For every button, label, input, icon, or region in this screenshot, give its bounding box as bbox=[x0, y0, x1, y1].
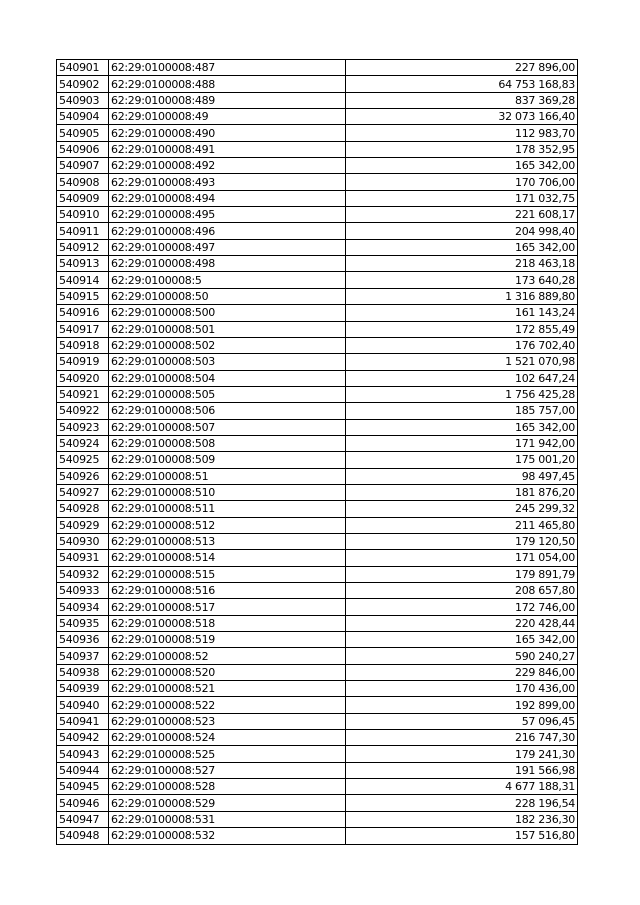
table-row bbox=[57, 746, 578, 762]
cadastral-number-cell: 62:29:0100008:491 bbox=[109, 141, 346, 157]
table-row bbox=[57, 795, 578, 811]
cadastral-value-cell: 165 342,00 bbox=[346, 158, 578, 174]
cadastral-value-cell: 171 032,75 bbox=[346, 190, 578, 206]
row-id-cell: 540913 bbox=[57, 256, 109, 272]
cadastral-number-cell: 62:29:0100008:521 bbox=[109, 681, 346, 697]
cadastral-value-cell: 229 846,00 bbox=[346, 664, 578, 680]
cadastral-number-cell: 62:29:0100008:500 bbox=[109, 305, 346, 321]
row-id-cell: 540908 bbox=[57, 174, 109, 190]
table-body bbox=[57, 60, 578, 845]
table-row bbox=[57, 632, 578, 648]
row-id-cell: 540904 bbox=[57, 109, 109, 125]
row-id-cell: 540927 bbox=[57, 484, 109, 500]
row-id-cell: 540929 bbox=[57, 517, 109, 533]
table-row bbox=[57, 190, 578, 206]
cadastral-number-cell: 62:29:0100008:523 bbox=[109, 713, 346, 729]
cadastral-value-cell: 178 352,95 bbox=[346, 141, 578, 157]
row-id-cell: 540910 bbox=[57, 207, 109, 223]
row-id-cell: 540928 bbox=[57, 501, 109, 517]
table-row bbox=[57, 109, 578, 125]
cadastral-number-cell: 62:29:0100008:525 bbox=[109, 746, 346, 762]
cadastral-value-cell: 220 428,44 bbox=[346, 615, 578, 631]
table-row bbox=[57, 158, 578, 174]
table-row bbox=[57, 288, 578, 304]
cadastral-number-cell: 62:29:0100008:506 bbox=[109, 403, 346, 419]
table-row bbox=[57, 256, 578, 272]
cadastral-number-cell: 62:29:0100008:497 bbox=[109, 239, 346, 255]
table-row bbox=[57, 517, 578, 533]
row-id-cell: 540945 bbox=[57, 779, 109, 795]
cadastral-value-cell: 112 983,70 bbox=[346, 125, 578, 141]
table-row bbox=[57, 207, 578, 223]
table-row bbox=[57, 76, 578, 92]
cadastral-number-cell: 62:29:0100008:513 bbox=[109, 533, 346, 549]
table-row bbox=[57, 615, 578, 631]
row-id-cell: 540923 bbox=[57, 419, 109, 435]
cadastral-value-cell: 175 001,20 bbox=[346, 452, 578, 468]
row-id-cell: 540914 bbox=[57, 272, 109, 288]
cadastral-value-cell: 181 876,20 bbox=[346, 484, 578, 500]
table-row bbox=[57, 403, 578, 419]
row-id-cell: 540938 bbox=[57, 664, 109, 680]
cadastral-value-cell: 191 566,98 bbox=[346, 762, 578, 778]
cadastral-value-cell: 171 942,00 bbox=[346, 435, 578, 451]
cadastral-value-cell: 4 677 188,31 bbox=[346, 779, 578, 795]
cadastral-number-cell: 62:29:0100008:492 bbox=[109, 158, 346, 174]
cadastral-value-cell: 98 497,45 bbox=[346, 468, 578, 484]
cadastral-number-cell: 62:29:0100008:493 bbox=[109, 174, 346, 190]
cadastral-number-cell: 62:29:0100008:487 bbox=[109, 60, 346, 76]
table-row bbox=[57, 501, 578, 517]
cadastral-value-cell: 165 342,00 bbox=[346, 419, 578, 435]
row-id-cell: 540944 bbox=[57, 762, 109, 778]
table-row bbox=[57, 337, 578, 353]
cadastral-value-cell: 57 096,45 bbox=[346, 713, 578, 729]
cadastral-number-cell: 62:29:0100008:520 bbox=[109, 664, 346, 680]
row-id-cell: 540924 bbox=[57, 435, 109, 451]
table-row bbox=[57, 828, 578, 844]
table-row bbox=[57, 681, 578, 697]
cadastral-number-cell: 62:29:0100008:504 bbox=[109, 370, 346, 386]
table-row bbox=[57, 583, 578, 599]
row-id-cell: 540934 bbox=[57, 599, 109, 615]
table-row bbox=[57, 550, 578, 566]
table-row bbox=[57, 419, 578, 435]
table-row bbox=[57, 321, 578, 337]
cadastral-number-cell: 62:29:0100008:498 bbox=[109, 256, 346, 272]
row-id-cell: 540921 bbox=[57, 386, 109, 402]
table-row bbox=[57, 533, 578, 549]
cadastral-value-cell: 64 753 168,83 bbox=[346, 76, 578, 92]
cadastral-number-cell: 62:29:0100008:508 bbox=[109, 435, 346, 451]
cadastral-number-cell: 62:29:0100008:522 bbox=[109, 697, 346, 713]
row-id-cell: 540922 bbox=[57, 403, 109, 419]
cadastral-number-cell: 62:29:0100008:49 bbox=[109, 109, 346, 125]
row-id-cell: 540925 bbox=[57, 452, 109, 468]
cadastral-value-cell: 1 521 070,98 bbox=[346, 354, 578, 370]
cadastral-number-cell: 62:29:0100008:51 bbox=[109, 468, 346, 484]
row-id-cell: 540915 bbox=[57, 288, 109, 304]
cadastral-number-cell: 62:29:0100008:503 bbox=[109, 354, 346, 370]
row-id-cell: 540901 bbox=[57, 60, 109, 76]
table-row bbox=[57, 713, 578, 729]
cadastral-number-cell: 62:29:0100008:52 bbox=[109, 648, 346, 664]
cadastral-number-cell: 62:29:0100008:529 bbox=[109, 795, 346, 811]
document-page bbox=[56, 59, 577, 845]
cadastral-value-cell: 1 756 425,28 bbox=[346, 386, 578, 402]
table-row bbox=[57, 697, 578, 713]
row-id-cell: 540930 bbox=[57, 533, 109, 549]
cadastral-number-cell: 62:29:0100008:495 bbox=[109, 207, 346, 223]
cadastral-value-cell: 102 647,24 bbox=[346, 370, 578, 386]
cadastral-number-cell: 62:29:0100008:505 bbox=[109, 386, 346, 402]
cadastral-number-cell: 62:29:0100008:507 bbox=[109, 419, 346, 435]
cadastral-value-cell: 170 436,00 bbox=[346, 681, 578, 697]
cadastral-number-cell: 62:29:0100008:489 bbox=[109, 92, 346, 108]
cadastral-value-cell: 176 702,40 bbox=[346, 337, 578, 353]
cadastral-value-cell: 216 747,30 bbox=[346, 730, 578, 746]
table-row bbox=[57, 92, 578, 108]
row-id-cell: 540940 bbox=[57, 697, 109, 713]
cadastral-value-cell: 173 640,28 bbox=[346, 272, 578, 288]
cadastral-value-cell: 204 998,40 bbox=[346, 223, 578, 239]
cadastral-number-cell: 62:29:0100008:516 bbox=[109, 583, 346, 599]
cadastral-number-cell: 62:29:0100008:531 bbox=[109, 811, 346, 827]
cadastral-value-cell: 590 240,27 bbox=[346, 648, 578, 664]
row-id-cell: 540906 bbox=[57, 141, 109, 157]
cadastral-number-cell: 62:29:0100008:488 bbox=[109, 76, 346, 92]
cadastral-value-cell: 161 143,24 bbox=[346, 305, 578, 321]
cadastral-value-cell: 157 516,80 bbox=[346, 828, 578, 844]
table-row bbox=[57, 354, 578, 370]
cadastral-number-cell: 62:29:0100008:496 bbox=[109, 223, 346, 239]
row-id-cell: 540919 bbox=[57, 354, 109, 370]
cadastral-number-cell: 62:29:0100008:510 bbox=[109, 484, 346, 500]
row-id-cell: 540916 bbox=[57, 305, 109, 321]
cadastral-value-cell: 179 120,50 bbox=[346, 533, 578, 549]
cadastral-number-cell: 62:29:0100008:515 bbox=[109, 566, 346, 582]
row-id-cell: 540946 bbox=[57, 795, 109, 811]
cadastral-number-cell: 62:29:0100008:50 bbox=[109, 288, 346, 304]
table-row bbox=[57, 566, 578, 582]
cadastral-value-table bbox=[56, 59, 578, 845]
table-row bbox=[57, 141, 578, 157]
cadastral-value-cell: 170 706,00 bbox=[346, 174, 578, 190]
cadastral-number-cell: 62:29:0100008:494 bbox=[109, 190, 346, 206]
row-id-cell: 540939 bbox=[57, 681, 109, 697]
cadastral-number-cell: 62:29:0100008:490 bbox=[109, 125, 346, 141]
cadastral-number-cell: 62:29:0100008:519 bbox=[109, 632, 346, 648]
cadastral-number-cell: 62:29:0100008:509 bbox=[109, 452, 346, 468]
table-row bbox=[57, 599, 578, 615]
cadastral-value-cell: 228 196,54 bbox=[346, 795, 578, 811]
row-id-cell: 540937 bbox=[57, 648, 109, 664]
cadastral-value-cell: 165 342,00 bbox=[346, 632, 578, 648]
cadastral-value-cell: 171 054,00 bbox=[346, 550, 578, 566]
row-id-cell: 540948 bbox=[57, 828, 109, 844]
table-row bbox=[57, 305, 578, 321]
table-row bbox=[57, 386, 578, 402]
table-row bbox=[57, 60, 578, 76]
row-id-cell: 540936 bbox=[57, 632, 109, 648]
cadastral-value-cell: 179 891,79 bbox=[346, 566, 578, 582]
cadastral-value-cell: 208 657,80 bbox=[346, 583, 578, 599]
cadastral-number-cell: 62:29:0100008:514 bbox=[109, 550, 346, 566]
row-id-cell: 540903 bbox=[57, 92, 109, 108]
table-row bbox=[57, 762, 578, 778]
cadastral-number-cell: 62:29:0100008:5 bbox=[109, 272, 346, 288]
table-row bbox=[57, 811, 578, 827]
table-row bbox=[57, 125, 578, 141]
cadastral-value-cell: 227 896,00 bbox=[346, 60, 578, 76]
cadastral-number-cell: 62:29:0100008:527 bbox=[109, 762, 346, 778]
row-id-cell: 540920 bbox=[57, 370, 109, 386]
row-id-cell: 540931 bbox=[57, 550, 109, 566]
row-id-cell: 540935 bbox=[57, 615, 109, 631]
cadastral-value-cell: 165 342,00 bbox=[346, 239, 578, 255]
table-row bbox=[57, 730, 578, 746]
row-id-cell: 540902 bbox=[57, 76, 109, 92]
cadastral-number-cell: 62:29:0100008:528 bbox=[109, 779, 346, 795]
row-id-cell: 540932 bbox=[57, 566, 109, 582]
row-id-cell: 540912 bbox=[57, 239, 109, 255]
cadastral-number-cell: 62:29:0100008:518 bbox=[109, 615, 346, 631]
cadastral-value-cell: 32 073 166,40 bbox=[346, 109, 578, 125]
cadastral-number-cell: 62:29:0100008:512 bbox=[109, 517, 346, 533]
table-row bbox=[57, 779, 578, 795]
row-id-cell: 540943 bbox=[57, 746, 109, 762]
cadastral-value-cell: 245 299,32 bbox=[346, 501, 578, 517]
cadastral-value-cell: 192 899,00 bbox=[346, 697, 578, 713]
cadastral-number-cell: 62:29:0100008:502 bbox=[109, 337, 346, 353]
table-row bbox=[57, 239, 578, 255]
cadastral-value-cell: 1 316 889,80 bbox=[346, 288, 578, 304]
table-row bbox=[57, 223, 578, 239]
cadastral-value-cell: 185 757,00 bbox=[346, 403, 578, 419]
row-id-cell: 540947 bbox=[57, 811, 109, 827]
cadastral-number-cell: 62:29:0100008:517 bbox=[109, 599, 346, 615]
cadastral-number-cell: 62:29:0100008:501 bbox=[109, 321, 346, 337]
table-row bbox=[57, 484, 578, 500]
cadastral-value-cell: 172 855,49 bbox=[346, 321, 578, 337]
cadastral-value-cell: 221 608,17 bbox=[346, 207, 578, 223]
cadastral-value-cell: 837 369,28 bbox=[346, 92, 578, 108]
cadastral-value-cell: 172 746,00 bbox=[346, 599, 578, 615]
cadastral-number-cell: 62:29:0100008:511 bbox=[109, 501, 346, 517]
row-id-cell: 540926 bbox=[57, 468, 109, 484]
row-id-cell: 540918 bbox=[57, 337, 109, 353]
cadastral-value-cell: 211 465,80 bbox=[346, 517, 578, 533]
table-row bbox=[57, 174, 578, 190]
cadastral-number-cell: 62:29:0100008:532 bbox=[109, 828, 346, 844]
row-id-cell: 540941 bbox=[57, 713, 109, 729]
cadastral-value-cell: 182 236,30 bbox=[346, 811, 578, 827]
cadastral-value-cell: 218 463,18 bbox=[346, 256, 578, 272]
row-id-cell: 540933 bbox=[57, 583, 109, 599]
cadastral-number-cell: 62:29:0100008:524 bbox=[109, 730, 346, 746]
table-row bbox=[57, 452, 578, 468]
row-id-cell: 540905 bbox=[57, 125, 109, 141]
row-id-cell: 540907 bbox=[57, 158, 109, 174]
row-id-cell: 540911 bbox=[57, 223, 109, 239]
row-id-cell: 540942 bbox=[57, 730, 109, 746]
table-row bbox=[57, 468, 578, 484]
table-row bbox=[57, 648, 578, 664]
table-row bbox=[57, 664, 578, 680]
table-row bbox=[57, 435, 578, 451]
row-id-cell: 540909 bbox=[57, 190, 109, 206]
cadastral-value-cell: 179 241,30 bbox=[346, 746, 578, 762]
table-row bbox=[57, 272, 578, 288]
table-row bbox=[57, 370, 578, 386]
row-id-cell: 540917 bbox=[57, 321, 109, 337]
